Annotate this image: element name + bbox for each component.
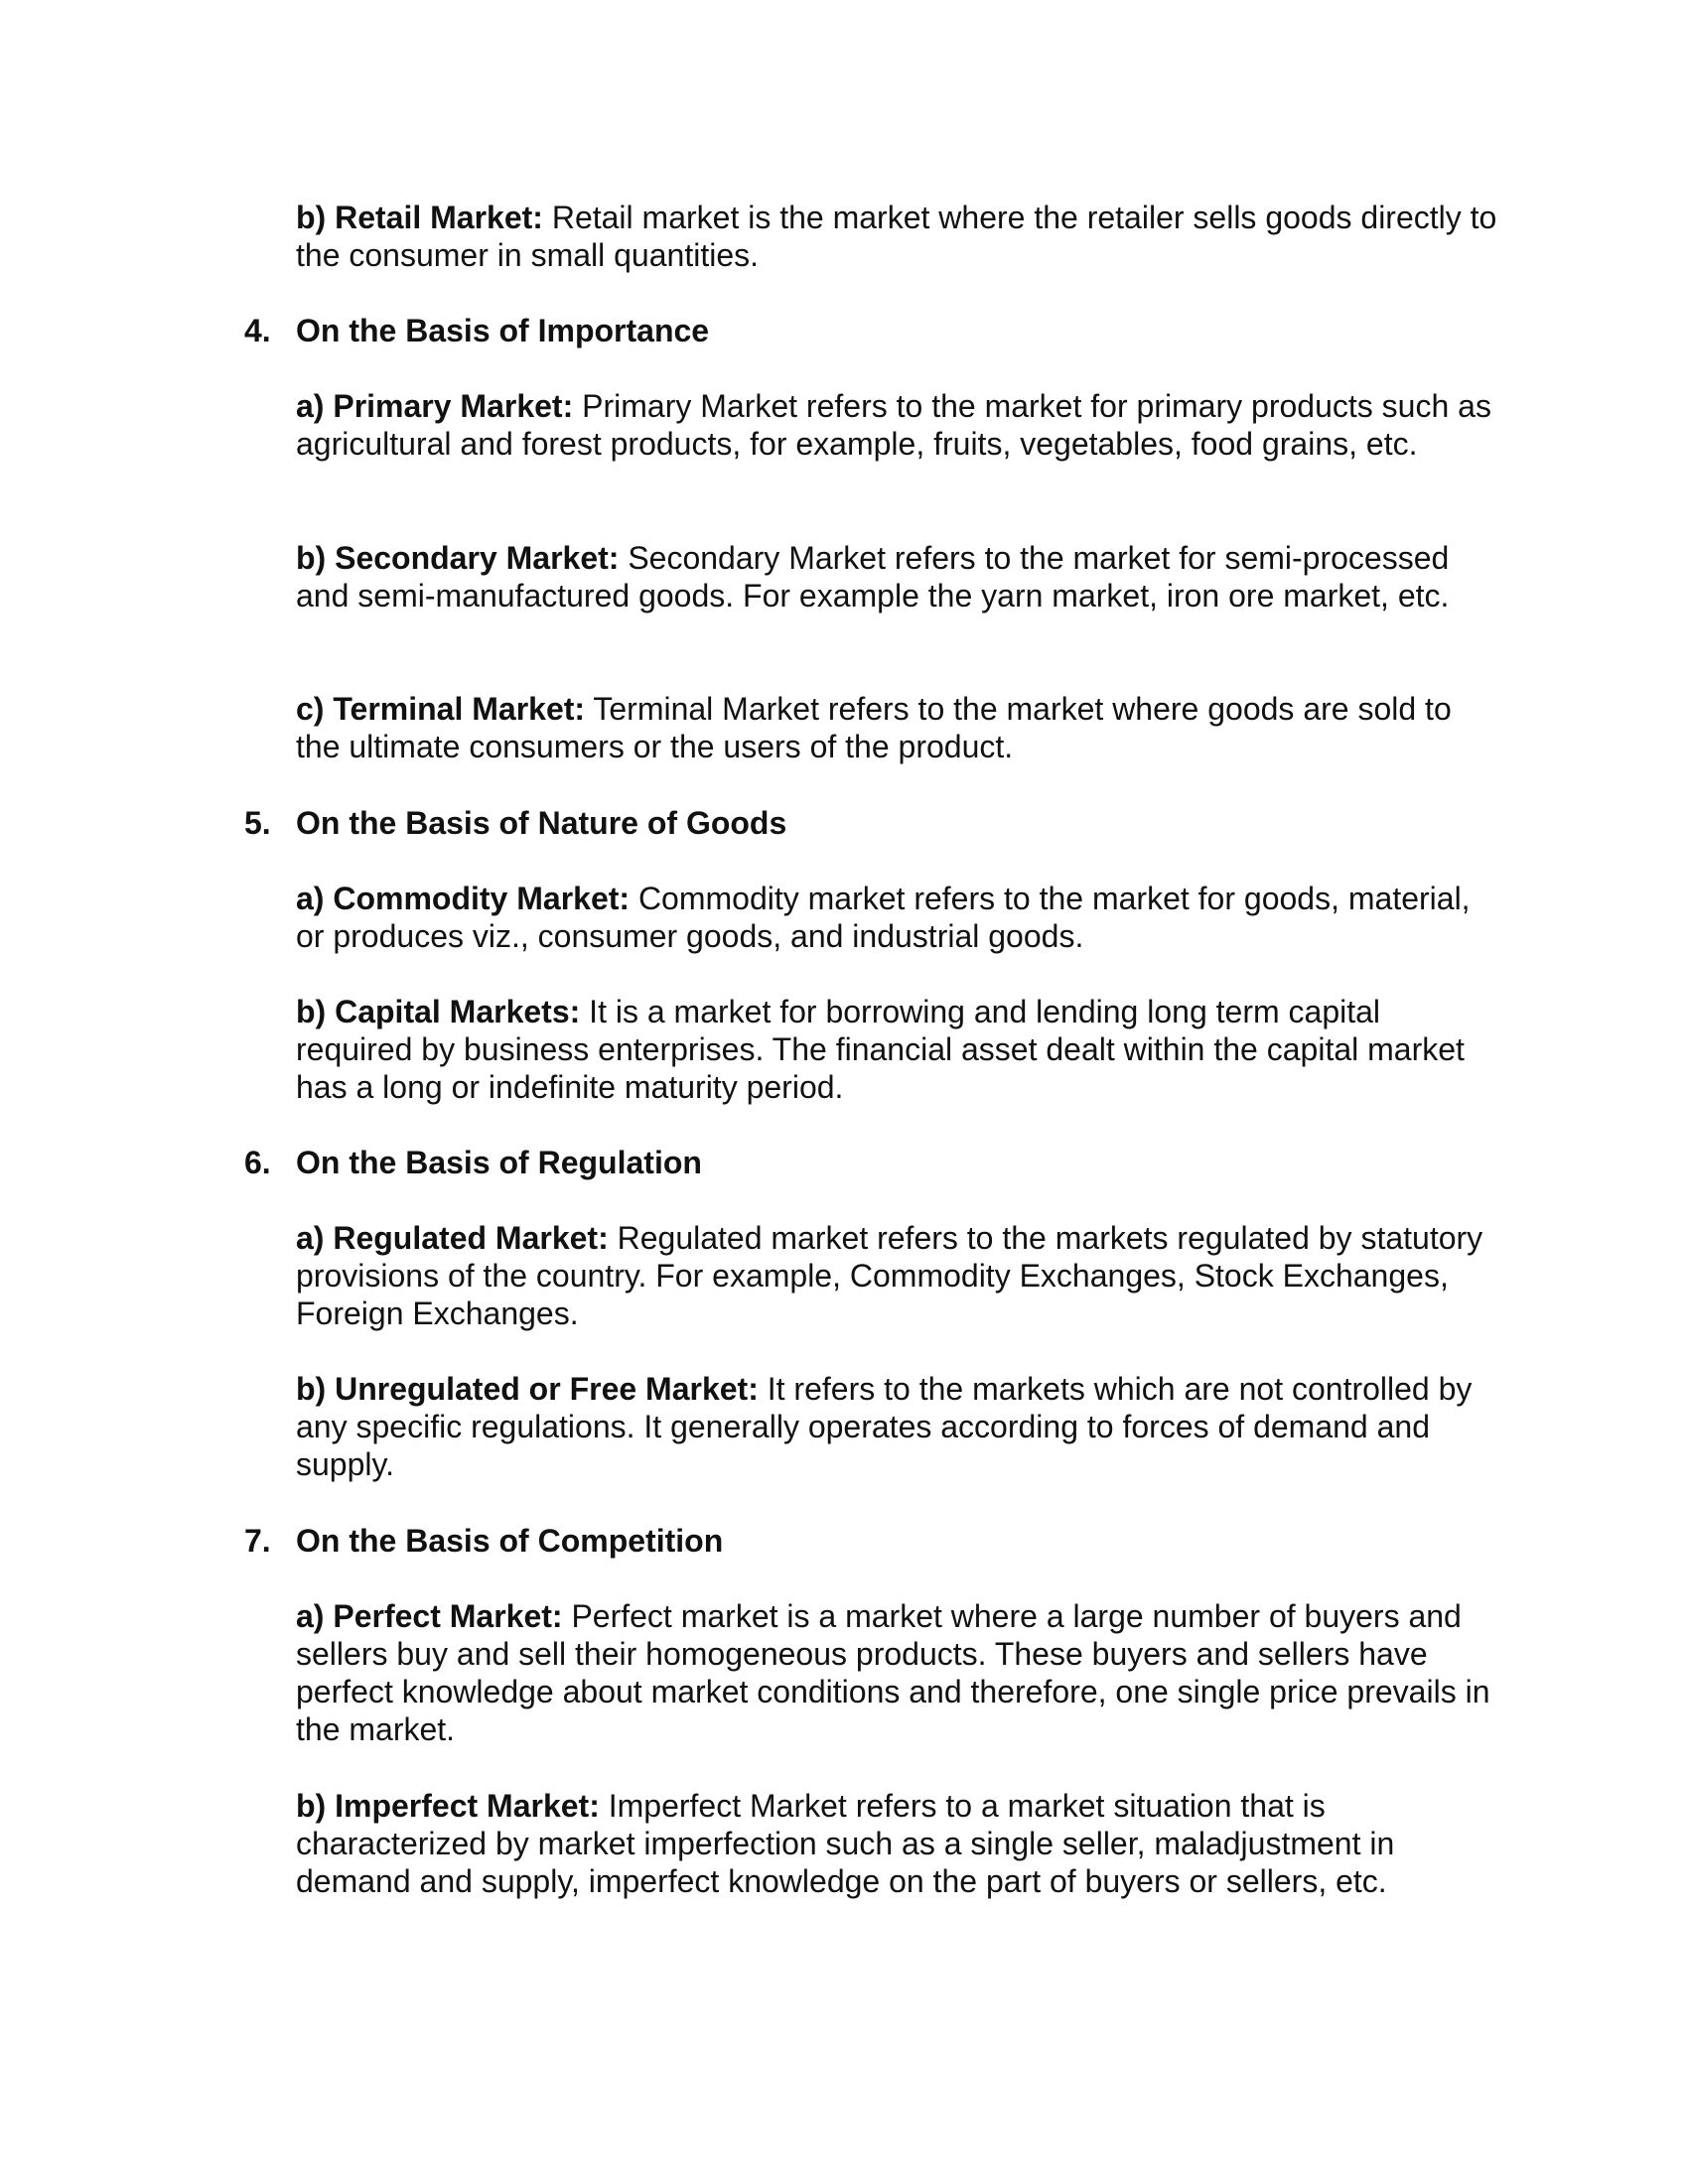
retail-market-paragraph [296,199,1497,274]
commodity-market-paragraph [296,880,1497,955]
section-number: 5. [244,805,271,841]
terminal-market-paragraph [296,690,1497,765]
term-label: a) Regulated Market: [296,1220,609,1256]
section-number: 6. [244,1145,271,1180]
definition-text: It refers to the markets which are not controlled by any specific regulations. It generally operates according to forces of demand and supply. [296,1371,1473,1482]
secondary-market-paragraph [296,539,1497,614]
term-label: b) Imperfect Market: [296,1788,600,1824]
section-heading-nature-of-goods [244,804,786,842]
term-label: b) Retail Market: [296,200,543,235]
perfect-market-paragraph [296,1597,1497,1748]
section-heading-importance [244,312,709,349]
definition-text: It is a market for borrowing and lending long term capital required by business enterprises. The financial asset dealt within the capital market has a long or indefinite maturity period. [296,994,1465,1105]
imperfect-market-paragraph [296,1787,1497,1900]
definition-text: Secondary Market refers to the market for semi-processed and semi-manufactured goods. For example the yarn market, iron ore market, etc. [296,540,1450,614]
section-number: 4. [244,313,271,348]
primary-market-paragraph [296,387,1497,463]
term-label: a) Perfect Market: [296,1598,563,1634]
term-label: b) Unregulated or Free Market: [296,1371,759,1407]
section-heading-regulation [244,1144,702,1181]
definition-text: Terminal Market refers to the market where goods are sold to the ultimate consumers or the users of the product. [296,691,1452,764]
term-label: c) Terminal Market: [296,691,586,727]
term-label: b) Capital Markets: [296,994,581,1029]
section-title: On the Basis of Nature of Goods [296,805,787,841]
term-label: a) Primary Market: [296,388,574,424]
term-label: a) Commodity Market: [296,881,631,916]
section-title: On the Basis of Regulation [296,1145,702,1180]
section-heading-competition [244,1522,723,1560]
section-title: On the Basis of Competition [296,1523,724,1559]
unregulated-market-paragraph [296,1370,1497,1483]
definition-text: Perfect market is a market where a large number of buyers and sellers buy and sell their homogeneous products. These buyers and sellers have perfect knowledge about market conditions and therefore, one single price prevails in the market. [296,1598,1490,1747]
regulated-market-paragraph [296,1219,1497,1332]
definition-text: Retail market is the market where the retailer sells goods directly to the consumer in small quantities. [296,200,1497,273]
section-number: 7. [244,1523,271,1559]
definition-text: Primary Market refers to the market for primary products such as agricultural and forest products, for example, fruits, vegetables, food grains, etc. [296,388,1491,462]
capital-markets-paragraph [296,993,1497,1106]
definition-text: Regulated market refers to the markets regulated by statutory provisions of the country. For example, Commodity Exchanges, Stock Exchanges, Foreign Exchanges. [296,1220,1483,1331]
definition-text: Imperfect Market refers to a market situation that is characterized by market imperfection such as a single seller, maladjustment in demand and supply, imperfect knowledge on the part of buyers or sellers, etc. [296,1788,1395,1899]
section-title: On the Basis of Importance [296,313,710,348]
term-label: b) Secondary Market: [296,540,620,576]
definition-text: Commodity market refers to the market for goods, material, or produces viz., consumer goods, and industrial goods. [296,881,1471,954]
